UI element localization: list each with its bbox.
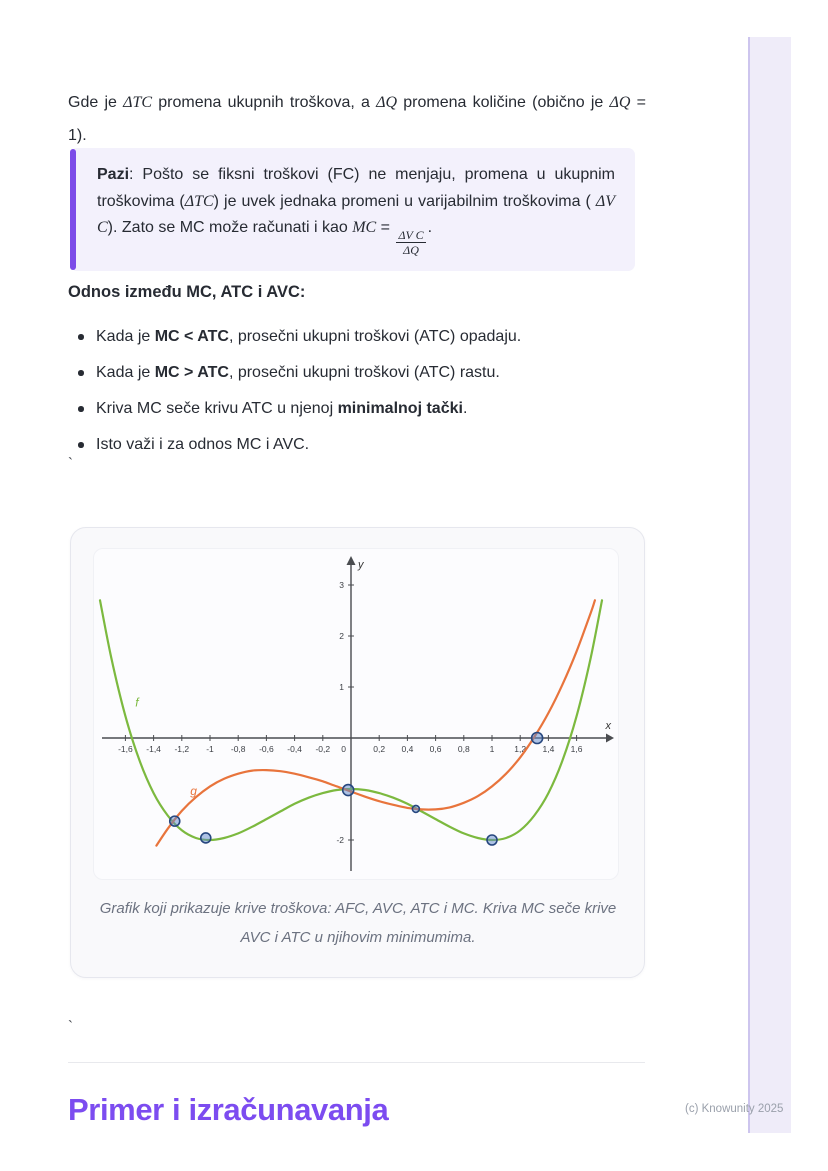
svg-text:g: g — [190, 784, 197, 799]
copyright-credit: (c) Knowunity 2025 — [685, 1103, 784, 1115]
svg-text:1,2: 1,2 — [514, 744, 527, 754]
cost-curves-graph — [94, 549, 618, 879]
svg-text:x: x — [605, 720, 611, 732]
fraction: $\frac{\text{ΔV C}}{\Delta Q}$ — [398, 227, 424, 258]
svg-text:1,6: 1,6 — [570, 744, 583, 754]
svg-text:-1,2: -1,2 — [174, 744, 190, 754]
stray-backtick: ` — [68, 455, 73, 472]
svg-text:-1,4: -1,4 — [146, 744, 161, 754]
svg-text:2: 2 — [339, 631, 344, 641]
stray-backtick: ` — [68, 1018, 73, 1035]
scrollbar-track[interactable] — [748, 37, 791, 1133]
svg-text:-0,8: -0,8 — [230, 744, 246, 754]
list-item: Isto važi i za odnos MC i AVC. — [68, 434, 646, 456]
list-item: Kriva MC seče krivu ATC u njenoj minimalnoj tački. — [68, 398, 646, 420]
relation-bullet-list — [68, 326, 646, 470]
svg-text:1,4: 1,4 — [542, 744, 555, 754]
callout-text: Pazi: Pošto se fiksni troškovi (FC) ne menjaju, promena u ukupnim troškovima (ΔTC) je uvek jednaka promeni u varijabilnim troškovima ( ΔV C). Zato se MC može računati i kao MC = $\frac{\text{ΔV C}}{\Delta Q}$ . — [97, 166, 616, 258]
callout-note — [70, 148, 635, 271]
list-item: Kada je MC > ATC, prosečni ukupni troškovi (ATC) rastu. — [68, 362, 646, 384]
relation-heading: Odnos između MC, ATC i AVC: — [68, 283, 306, 301]
svg-text:3: 3 — [339, 580, 344, 590]
svg-text:1: 1 — [489, 744, 495, 754]
svg-text:0,2: 0,2 — [373, 744, 386, 754]
section-title: Primer i izračunavanja — [68, 1092, 389, 1127]
svg-text:-0,6: -0,6 — [259, 744, 274, 754]
svg-text:y: y — [358, 559, 364, 571]
callout-accent-bar — [70, 149, 76, 270]
svg-text:0,4: 0,4 — [401, 744, 414, 754]
figure-caption: Grafik koji prikazuje krive troškova: AFC, AVC, ATC i MC. Kriva MC seče krive AVC i ATC u njihovim minimumima. — [99, 900, 617, 946]
svg-text:f: f — [135, 695, 139, 710]
graph-card — [70, 527, 645, 978]
list-item: Kada je MC < ATC, prosečni ukupni troškovi (ATC) opadaju. — [68, 326, 646, 348]
graph-plot-area — [93, 548, 619, 880]
svg-text:-0,4: -0,4 — [287, 744, 302, 754]
svg-text:0,6: 0,6 — [429, 744, 442, 754]
svg-text:-1: -1 — [206, 744, 214, 754]
svg-text:-1,6: -1,6 — [118, 744, 133, 754]
svg-text:0: 0 — [341, 744, 346, 754]
intro-paragraph: Gde je ΔTC promena ukupnih troškova, a ΔQ promena količine (obično je ΔQ = 1). — [68, 94, 646, 144]
svg-text:-2: -2 — [336, 835, 344, 845]
section-divider — [68, 1062, 645, 1063]
svg-text:-0,2: -0,2 — [315, 744, 331, 754]
svg-text:1: 1 — [339, 682, 344, 692]
svg-text:0,8: 0,8 — [457, 744, 470, 754]
